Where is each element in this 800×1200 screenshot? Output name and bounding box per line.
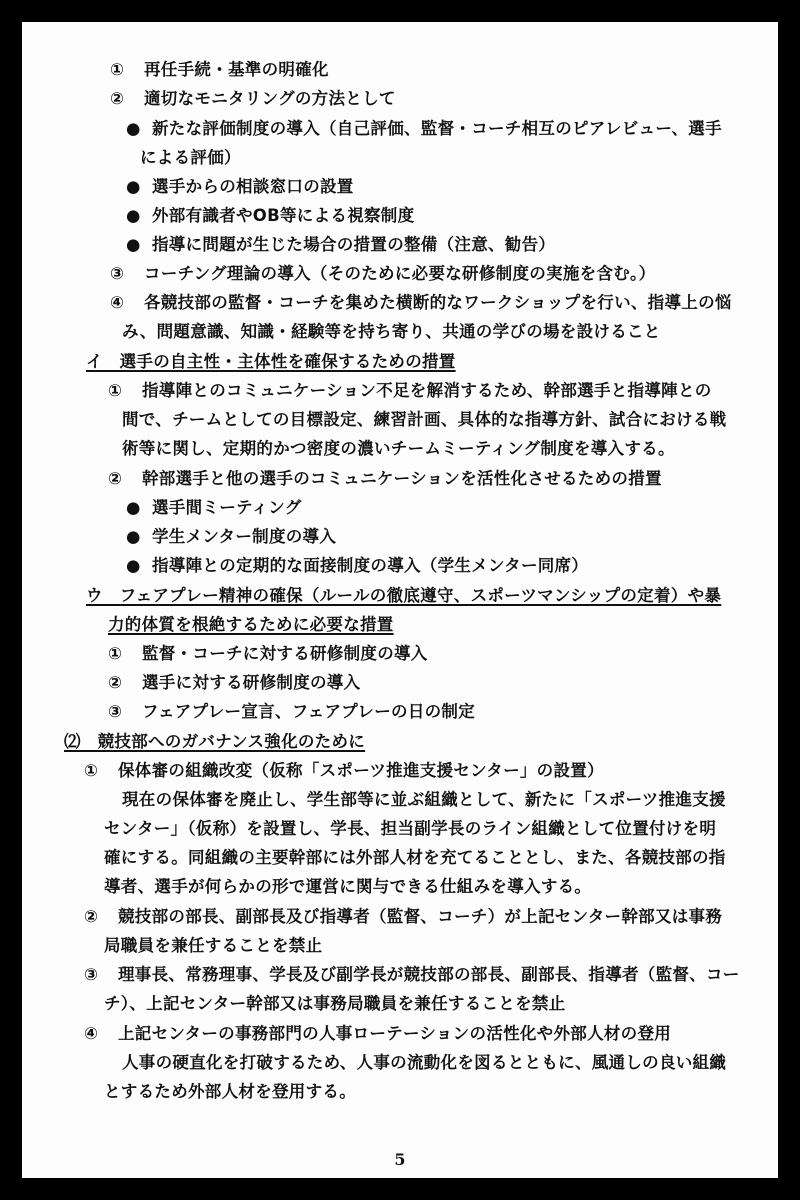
item-text: 保体審の組織改変（仮称「スポーツ推進支援センター」の設置） (118, 761, 604, 780)
item-text: 新たな評価制度の導入（自己評価、監督・コーチ相互のピアレビュー、選手 (152, 119, 722, 138)
item-text: 再任手続・基準の明確化 (144, 60, 329, 79)
bullet-item (126, 498, 302, 518)
item-number: ① (84, 761, 99, 780)
item-text: 選手間ミーティング (152, 498, 302, 517)
bullet-icon: ● (126, 498, 141, 517)
continuation-line: チ）、上記センター幹部又は事務局職員を兼任することを禁止 (104, 994, 566, 1013)
document-page (22, 22, 778, 1178)
bullet-icon: ● (126, 556, 141, 575)
item-text: 監督・コーチに対する研修制度の導入 (142, 644, 428, 663)
section-heading: ウ フェアプレー精神の確保（ルールの徹底遵守、スポーツマンシップの定着）や暴 (86, 586, 722, 605)
list-item (84, 965, 740, 985)
item-text: コーチング理論の導入（そのために必要な研修制度の実施を含む。） (144, 264, 656, 283)
item-text: 指導に問題が生じた場合の措置の整備（注意、勧告） (152, 235, 556, 254)
section-heading: イ 選手の自主性・主体性を確保するための措置 (86, 352, 456, 371)
list-item (84, 761, 604, 781)
page-number: 5 (394, 1150, 406, 1169)
bullet-icon: ● (126, 119, 141, 138)
list-item (110, 89, 396, 109)
paragraph-line: 人事の硬直化を打破するため、人事の流動化を図るとともに、風通しの良い組織 (122, 1053, 727, 1072)
paragraph-line: センター」（仮称）を設置し、学長、担当副学長のライン組織として位置付けを明 (104, 819, 717, 838)
continuation-line: 間で、チームとしての目標設定、練習計画、具体的な指導方針、試合における戦 (122, 410, 727, 429)
item-number: ④ (110, 293, 125, 312)
item-text: 選手からの相談窓口の設置 (152, 177, 354, 196)
bullet-item (126, 556, 588, 576)
bullet-item (126, 206, 414, 226)
bullet-item (126, 527, 336, 547)
item-text: 指導陣とのコミュニケーション不足を解消するため、幹部選手と指導陣との (142, 381, 712, 400)
item-text: フェアプレー宣言、フェアプレーの日の制定 (142, 702, 476, 721)
list-item (110, 60, 329, 80)
section-heading-continuation: 力的体質を根絶するために必要な措置 (108, 615, 394, 634)
item-number: ① (108, 381, 123, 400)
list-item (110, 264, 655, 284)
item-number: ② (110, 89, 125, 108)
paragraph-line: 導者、選手が何らかの形で運営に関与できる仕組みを導入する。 (104, 877, 592, 896)
continuation-line: 局職員を兼任することを禁止 (104, 936, 323, 955)
item-text: 幹部選手と他の選手のコミュニケーションを活性化させるための措置 (142, 469, 662, 488)
item-number: ④ (84, 1024, 99, 1043)
bullet-icon: ● (126, 527, 141, 546)
item-text: 競技部の部長、副部長及び指導者（監督、コーチ）が上記センター幹部又は事務 (118, 907, 723, 926)
item-number: ② (108, 673, 123, 692)
list-item (108, 644, 428, 664)
list-item (108, 469, 662, 489)
item-number: ① (110, 60, 125, 79)
continuation-line: による評価） (140, 148, 241, 167)
bullet-item (126, 177, 354, 197)
continuation-line: み、問題意識、知識・経験等を持ち寄り、共通の学びの場を設けること (122, 322, 661, 341)
bullet-icon: ● (126, 206, 141, 225)
paragraph-line: とするため外部人材を登用する。 (104, 1082, 356, 1101)
item-number: ③ (108, 702, 123, 721)
list-item (108, 702, 475, 722)
item-text: 上記センターの事務部門の人事ローテーションの活性化や外部人材の登用 (118, 1024, 672, 1043)
paragraph-line: 現在の保体審を廃止し、学生部等に並ぶ組織として、新たに「スポーツ推進支援 (122, 790, 726, 809)
list-item (110, 293, 732, 313)
list-item (108, 673, 360, 693)
bullet-item (126, 235, 555, 255)
list-item (108, 381, 712, 401)
item-text: 指導陣との定期的な面接制度の導入（学生メンター同席） (152, 556, 589, 575)
item-number: ② (84, 907, 99, 926)
item-text: 選手に対する研修制度の導入 (142, 673, 361, 692)
section-heading: ⑵ 競技部へのガバナンス強化のために (64, 732, 366, 751)
bullet-icon: ● (126, 177, 141, 196)
item-text: 理事長、常務理事、学長及び副学長が競技部の部長、副部長、指導者（監督、コー (118, 965, 740, 984)
item-number: ① (108, 644, 123, 663)
list-item (84, 907, 722, 927)
continuation-line: 術等に関し、定期的かつ密度の濃いチームミーティング制度を導入する。 (122, 439, 675, 458)
item-number: ② (108, 469, 123, 488)
item-text: 各競技部の監督・コーチを集めた横断的なワークショップを行い、指導上の悩 (144, 293, 732, 312)
paragraph-line: 確にする。同組織の主要幹部には外部人材を充てることとし、また、各競技部の指 (104, 848, 726, 867)
bullet-item (126, 119, 722, 139)
item-text: 外部有識者やOB等による視察制度 (152, 206, 415, 225)
item-number: ③ (84, 965, 99, 984)
item-text: 学生メンター制度の導入 (152, 527, 337, 546)
item-text: 適切なモニタリングの方法として (144, 89, 396, 108)
list-item (84, 1024, 671, 1044)
bullet-icon: ● (126, 235, 141, 254)
item-number: ③ (110, 264, 125, 283)
